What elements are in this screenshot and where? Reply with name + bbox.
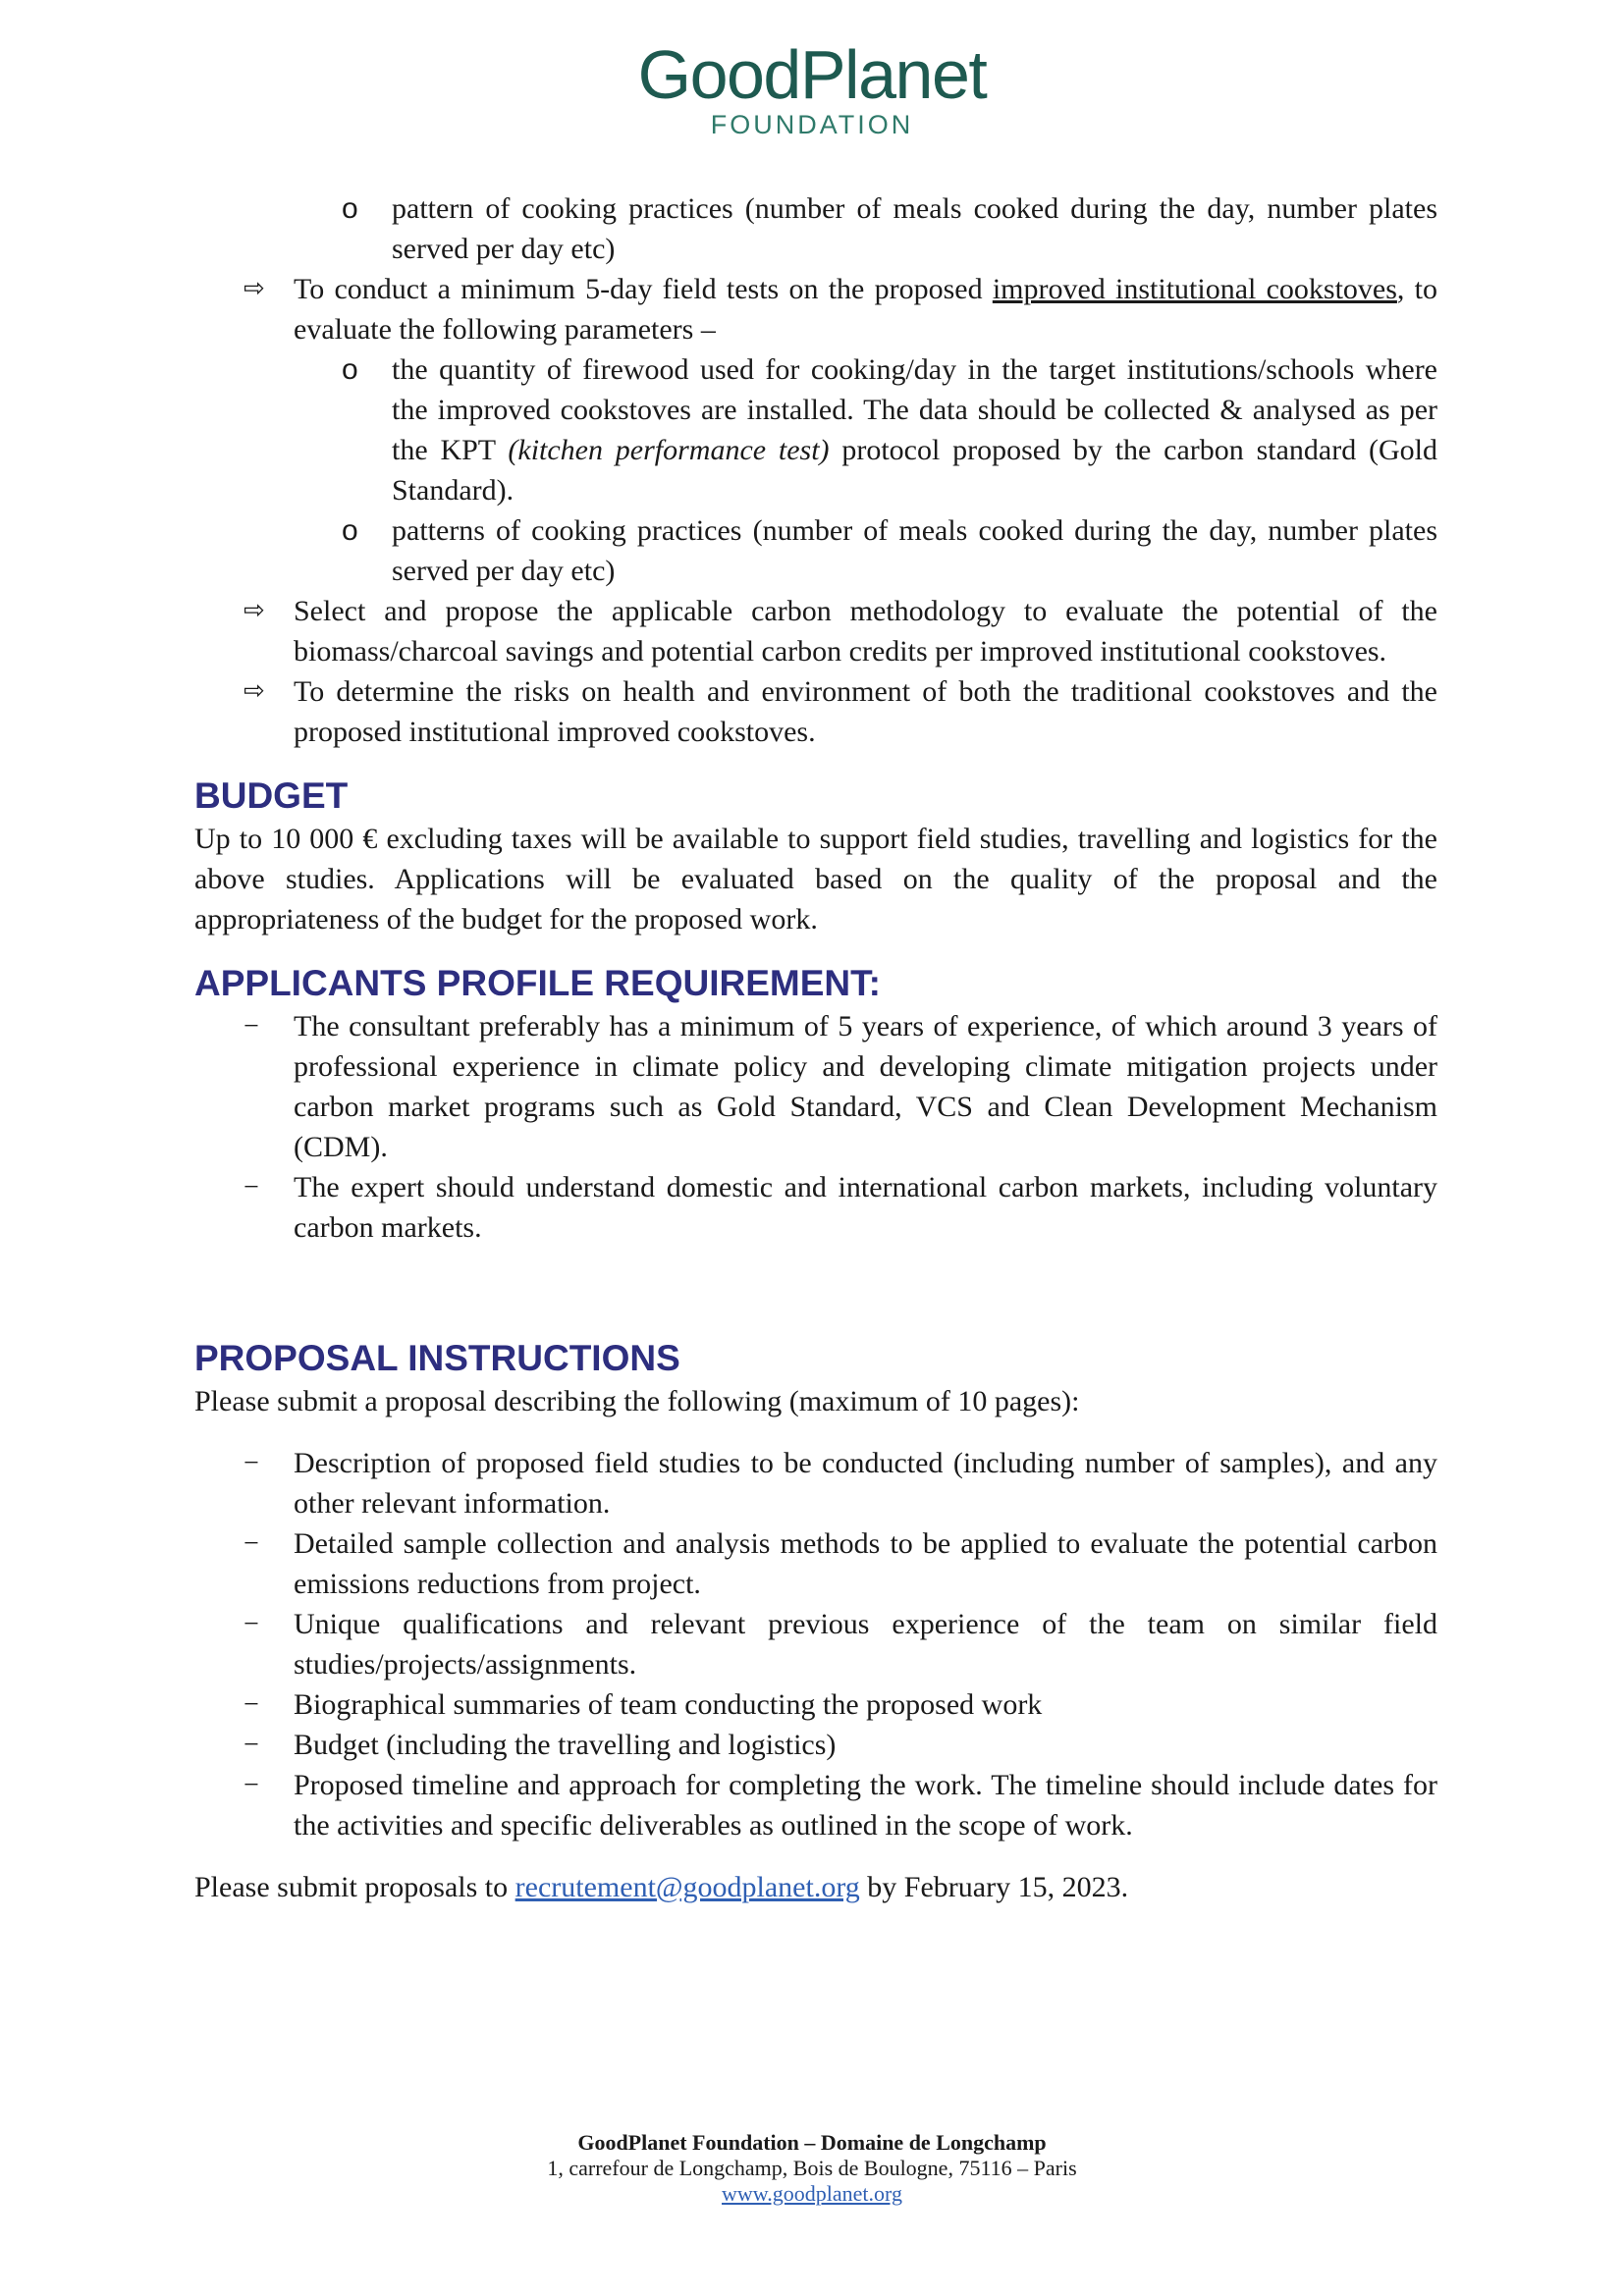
budget-text: Up to 10 000 € excluding taxes will be available to support field studies, travelling and logistics for the above studies. Applications will be evaluated based on the quality of the proposal and the appropriateness of the budget for the proposed work. — [194, 823, 1437, 935]
dash-bullet-icon: − — [244, 1730, 259, 1760]
circle-bullet-icon: o — [342, 514, 358, 547]
list-item: − Description of proposed field studies to be conducted (including number of samples), and any other relevant information. — [194, 1443, 1437, 1523]
italic-term: (kitchen performance test) — [508, 434, 830, 466]
list-item: − Biographical summaries of team conducting the proposed work — [194, 1684, 1437, 1725]
dash-bullet-icon: − — [244, 1528, 259, 1559]
list-item: o patterns of cooking practices (number of meals cooked during the day, number plates served per day etc) — [194, 510, 1437, 591]
list-item: ⇨ Select and propose the applicable carbon methodology to evaluate the potential of the biomass/charcoal savings and potential carbon credits per improved institutional cookstoves. — [194, 591, 1437, 671]
dash-bullet-icon: − — [244, 1770, 259, 1800]
list-item: o pattern of cooking practices (number of meals cooked during the day, number plates served per day etc) — [194, 188, 1437, 269]
list-item: − The expert should understand domestic and international carbon markets, including voluntary carbon markets. — [194, 1167, 1437, 1248]
submit-instructions: Please submit proposals to recrutement@goodplanet.org by February 15, 2023. — [194, 1871, 1129, 1903]
footer-organization: GoodPlanet Foundation – Domaine de Longchamp — [577, 2130, 1047, 2155]
page-footer — [0, 2130, 1624, 2207]
list-item: − Proposed timeline and approach for completing the work. The timeline should include dates for the activities and specific deliverables as outlined in the scope of work. — [194, 1765, 1437, 1845]
proposal-heading: PROPOSAL INSTRUCTIONS — [194, 1338, 680, 1378]
list-item: − The consultant preferably has a minimum of 5 years of experience, of which around 3 years of professional experience in climate policy and developing climate mitigation projects under carbon market programs such as Gold Standard, VCS and Clean Development Mechanism (CDM). — [194, 1006, 1437, 1167]
goodplanet-logo — [0, 35, 1624, 139]
logo-subtitle: FOUNDATION — [710, 110, 914, 139]
logo-wordmark: GoodPlanet — [637, 36, 987, 113]
document-body — [194, 188, 1437, 1907]
list-item: o the quantity of firewood used for cooking/day in the target institutions/schools where the improved cookstoves are installed. The data should be collected & analysed as per the KPT (kitchen performance test) protocol proposed by the carbon standard (Gold Standard). — [194, 349, 1437, 510]
underlined-term: improved institutional cookstoves — [992, 273, 1397, 305]
arrow-bullet-icon: ⇨ — [244, 274, 265, 303]
list-item: − Detailed sample collection and analysis methods to be applied to evaluate the potential carbon emissions reductions from project. — [194, 1523, 1437, 1604]
website-link[interactable]: www.goodplanet.org — [722, 2181, 902, 2206]
dash-bullet-icon: − — [244, 1448, 259, 1478]
proposal-list — [194, 1443, 1437, 1845]
circle-bullet-icon: o — [342, 192, 358, 225]
arrow-bullet-icon: ⇨ — [244, 596, 265, 625]
dash-bullet-icon: − — [244, 1011, 259, 1041]
dash-bullet-icon: − — [244, 1172, 259, 1202]
proposal-intro: Please submit a proposal describing the following (maximum of 10 pages): — [194, 1385, 1080, 1417]
list-item: ⇨ To conduct a minimum 5-day field tests on the proposed improved institutional cookstoves, to evaluate the following parameters – — [194, 269, 1437, 349]
circle-bullet-icon: o — [342, 353, 358, 386]
profile-heading: APPLICANTS PROFILE REQUIREMENT: — [194, 963, 881, 1003]
list-item: − Budget (including the travelling and logistics) — [194, 1725, 1437, 1765]
footer-address: 1, carrefour de Longchamp, Bois de Boulogne, 75116 – Paris — [547, 2156, 1077, 2180]
dash-bullet-icon: − — [244, 1689, 259, 1720]
email-link[interactable]: recrutement@goodplanet.org — [514, 1871, 860, 1903]
budget-heading: BUDGET — [194, 775, 349, 816]
arrow-bullet-icon: ⇨ — [244, 676, 265, 706]
dash-bullet-icon: − — [244, 1609, 259, 1639]
list-item: − Unique qualifications and relevant previous experience of the team on similar field studies/projects/assignments. — [194, 1604, 1437, 1684]
list-item: ⇨ To determine the risks on health and environment of both the traditional cookstoves and the proposed institutional improved cookstoves. — [194, 671, 1437, 752]
